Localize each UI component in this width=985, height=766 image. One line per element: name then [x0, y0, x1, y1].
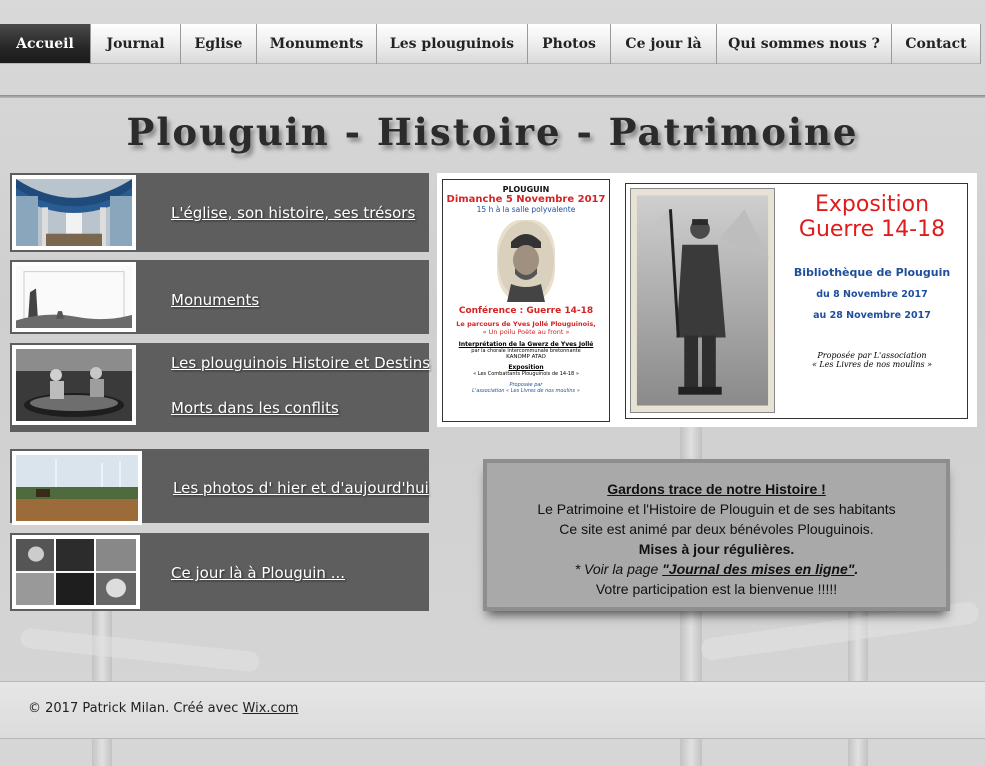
expo-venue: Bibliothèque de Plouguin: [793, 266, 951, 279]
monument-thumbnail: [12, 262, 136, 332]
link-ce-jour-la[interactable]: Ce jour là à Plouguin ...: [171, 564, 346, 582]
info-heading: Gardons trace de notre Histoire !: [607, 481, 826, 497]
nav-contact[interactable]: Contact: [892, 24, 981, 64]
expo-title-1: Exposition: [814, 192, 930, 217]
tile-ce-jour-la[interactable]: [10, 533, 429, 611]
link-morts-conflits[interactable]: Morts dans les conflits: [171, 399, 339, 417]
wix-link[interactable]: Wix.com: [242, 701, 299, 716]
footer-text: [28, 701, 298, 716]
expo-assoc: « Les Livres de nos moulins »: [811, 360, 933, 369]
poster-by: Proposée par: [509, 382, 543, 388]
info-box: [483, 459, 950, 611]
link-monuments[interactable]: Monuments: [171, 291, 260, 309]
expo-from: du 8 Novembre 2017: [816, 289, 928, 300]
poster-place: 15 h à la salle polyvalente: [476, 205, 576, 214]
ce-jour-la-thumbnail: [12, 535, 140, 609]
tile-monuments[interactable]: [10, 260, 429, 334]
expo-by: Proposée par L'association: [817, 351, 927, 360]
page-title: Plouguin - Histoire - Patrimoine: [126, 110, 859, 154]
plouguinois-thumbnail: [12, 345, 136, 425]
info-journal-prefix: * Voir la page: [574, 561, 663, 577]
exposition-poster: [625, 183, 968, 419]
conference-poster: [442, 179, 610, 422]
info-line-participation: Votre participation est la bienvenue !!!!!: [595, 581, 838, 597]
poster-date: Dimanche 5 Novembre 2017: [446, 194, 606, 205]
tile-photos[interactable]: [10, 449, 429, 523]
header-divider: [0, 95, 985, 98]
nav-les-plouguinois[interactable]: Les plouguinois: [377, 24, 528, 64]
footer: [0, 681, 985, 739]
main-nav: [0, 24, 981, 64]
poster-choir: par la chorale intercommunale bretonnante: [471, 348, 581, 354]
poster-interp: Interprétation de la Gwerz de Yves Jollé: [458, 341, 594, 348]
poster-town: PLOUGUIN: [502, 185, 550, 194]
poster-sub2: « Un poilu Poète au front »: [482, 328, 570, 336]
link-photos[interactable]: Les photos d' hier et d'aujourd'hui: [173, 479, 429, 497]
church-thumbnail: [12, 175, 136, 250]
nav-accueil[interactable]: Accueil: [0, 24, 91, 64]
link-plouguinois-histoire[interactable]: Les plouguinois Histoire et Destins: [171, 354, 431, 372]
info-line-journal: [487, 559, 946, 579]
background-blade: [20, 628, 261, 673]
expo-title-2: Guerre 14-18: [798, 217, 946, 242]
tile-eglise[interactable]: [10, 173, 429, 252]
nav-monuments[interactable]: Monuments: [257, 24, 377, 64]
poster-choir-name: KANOMP ATAO: [506, 354, 546, 360]
nav-journal[interactable]: Journal: [91, 24, 181, 64]
poster-expo: Exposition: [508, 364, 544, 371]
tile-plouguinois[interactable]: [10, 343, 429, 432]
poster-by-assoc: L'association « Les Livres de nos moulins »: [472, 388, 580, 394]
poster-sub1: Le parcours de Yves Jollé Plouguinois,: [456, 320, 596, 328]
info-line-benevoles: Ce site est animé par deux bénévoles Plouguinois.: [559, 521, 874, 537]
nav-photos[interactable]: Photos: [528, 24, 611, 64]
event-posters[interactable]: [437, 173, 977, 427]
photos-thumbnail: [12, 451, 142, 525]
soldier-photo: [630, 188, 775, 413]
copyright-text: © 2017 Patrick Milan. Créé avec: [28, 701, 243, 716]
journal-link[interactable]: "Journal des mises en ligne": [662, 561, 855, 577]
expo-to: au 28 Novembre 2017: [813, 310, 931, 321]
info-line-mises-a-jour: Mises à jour régulières.: [638, 541, 795, 557]
portrait-photo: [497, 220, 555, 302]
poster-expo-sub: « Les Combattants Plouguinois de 14-18 »: [473, 371, 579, 377]
nav-eglise[interactable]: Eglise: [181, 24, 257, 64]
info-journal-suffix: .: [854, 561, 859, 577]
link-eglise[interactable]: L'église, son histoire, ses trésors: [171, 204, 416, 222]
nav-ce-jour-la[interactable]: Ce jour là: [611, 24, 717, 64]
poster-headline: Conférence : Guerre 14-18: [458, 306, 594, 316]
info-line-patrimoine: Le Patrimoine et l'Histoire de Plouguin et de ses habitants: [537, 501, 896, 517]
nav-qui-sommes-nous[interactable]: Qui sommes nous ?: [717, 24, 892, 64]
